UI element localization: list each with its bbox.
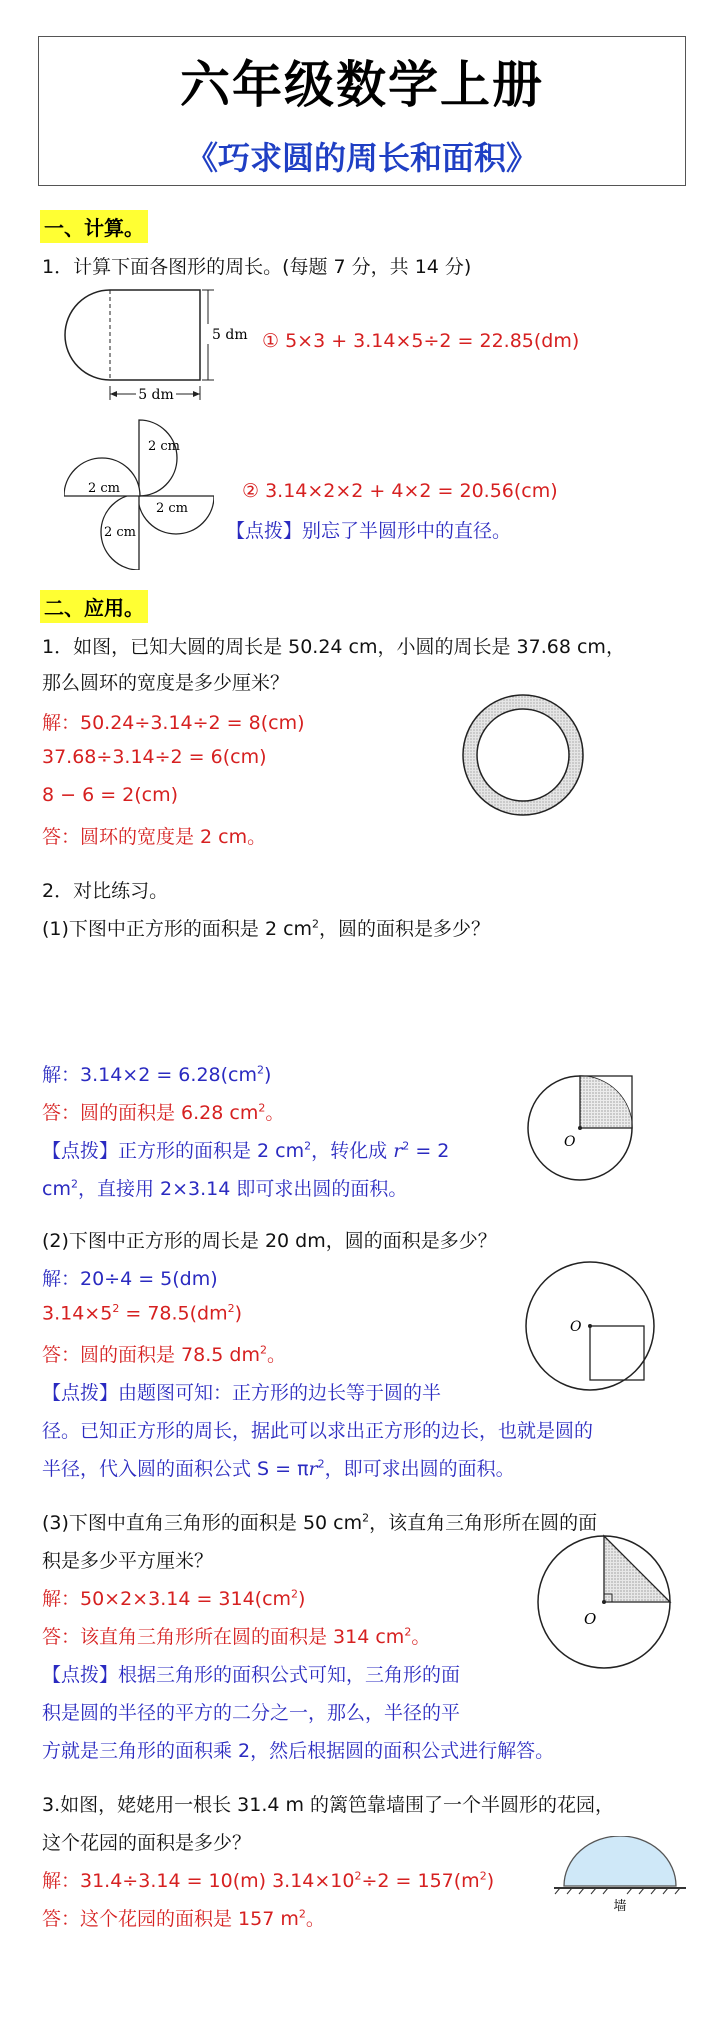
garden-semicircle xyxy=(564,1836,676,1886)
bottom-dim-label: 5 dm xyxy=(138,387,174,403)
center-o-3: O xyxy=(584,1610,597,1628)
s2-p2-tip-line3: 半径，代入圆的面积公式 $S = \pi r^2$，即可求出圆的面积。 xyxy=(42,1457,515,1480)
s2-q1-sol-1: 解：50.24÷3.14÷2 = 8(cm) xyxy=(42,712,305,734)
s2-p3-tip-line2: 积是圆的半径的平方的二分之一，那么，半径的平 xyxy=(42,1702,461,1724)
figure-semicircle-garden xyxy=(550,1836,690,1920)
page-subtitle: 《巧求圆的周长和面积》 xyxy=(185,139,538,177)
page-title: 六年级数学上册 xyxy=(180,55,544,114)
s2-q3-solution: 解：31.4÷3.14 = 10(m) $3.14\times 10^2\div 2 = 157(m^2)$ xyxy=(42,1869,495,1892)
center-o-1: O xyxy=(564,1134,576,1150)
tip-tag: 【点拨】 xyxy=(226,520,303,542)
s2-p2-sol-2: $3.14\times 5^2 = 78.5(dm^2)$ xyxy=(42,1302,243,1325)
s2-p3-solution: 解：$50\times 2\times 3.14 = 314(cm^2)$ xyxy=(42,1587,306,1610)
s2-p1-answer: 答：圆的面积是 6.28 $cm^2$。 xyxy=(42,1101,285,1124)
s1-tip xyxy=(226,516,511,543)
s2-q3-line1: 3.如图，姥姥用一根长 31.4 m 的篱笆靠墙围了一个半圆形的花园， xyxy=(42,1794,615,1816)
s1-question-1: 1．计算下面各图形的周长。(每题 7 分，共 14 分) xyxy=(42,256,472,278)
pinwheel-label-bottom: 2 cm xyxy=(104,525,137,540)
s1-answer-1: ① 5×3 + 3.14×5÷2 = 22.85(dm) xyxy=(262,330,580,352)
s2-p3-answer: 答：该直角三角形所在圆的面积是 314 $cm^2$。 xyxy=(42,1625,431,1648)
figure-semicircle-square xyxy=(40,284,250,404)
s2-p3-question-line2: 积是多少平方厘米？ xyxy=(42,1550,214,1572)
s2-q1-line2: 那么圆环的宽度是多少厘米？ xyxy=(42,672,290,694)
s1-answer-2: ② 3.14×2×2 + 4×2 = 20.56(cm) xyxy=(242,480,558,502)
s2-q3-answer: 答：这个花园的面积是 157 $m^2$。 xyxy=(42,1907,325,1930)
figure-circle-square-1 xyxy=(520,1068,640,1188)
figure-ring xyxy=(458,690,588,820)
s2-q1-line1: 1．如图，已知大圆的周长是 50.24 cm，小圆的周长是 37.68 cm， xyxy=(42,636,625,658)
s2-q1-answer: 答：圆环的宽度是 2 cm。 xyxy=(42,826,267,848)
figure-pinwheel xyxy=(64,410,214,570)
pinwheel-petal-top xyxy=(139,420,177,496)
figure-circle-square-2 xyxy=(520,1256,660,1396)
section1-heading: 一、计算。 xyxy=(40,210,148,243)
tip-text: 别忘了半圆形中的直径。 xyxy=(302,520,512,542)
s2-p3-tip-line1: 【点拨】根据三角形的面积公式可知，三角形的面 xyxy=(42,1664,461,1686)
s2-p3-tip-line3: 方就是三角形的面积乘 2，然后根据圆的面积公式进行解答。 xyxy=(42,1740,555,1762)
wall-label: 墙 xyxy=(613,1899,627,1914)
pinwheel-label-top: 2 cm xyxy=(148,439,181,454)
section2-heading: 二、应用。 xyxy=(40,590,148,623)
s2-p1-tip-line1: 【点拨】正方形的面积是 2 $cm^2$，转化成 $r^2 = 2$ xyxy=(42,1139,450,1162)
semicircle-square-outline xyxy=(65,290,200,380)
pinwheel-label-left: 2 cm xyxy=(88,481,121,496)
s2-p2-answer: 答：圆的面积是 78.5 $dm^2$。 xyxy=(42,1343,286,1366)
s2-p1-solution: 解：$3.14\times 2 = 6.28(cm^2)$ xyxy=(42,1063,272,1086)
side-dim-label: 5 dm xyxy=(212,327,248,343)
s2-q1-sol-3: 8 − 6 = 2(cm) xyxy=(42,784,179,806)
s2-p2-tip-line2: 径。已知正方形的周长，据此可以求出正方形的边长，也就是圆的 xyxy=(42,1420,594,1442)
s2-p3-question-line1: (3)下图中直角三角形的面积是 50 $cm^2$，该直角三角形所在圆的面 xyxy=(42,1511,598,1534)
center-o-2: O xyxy=(570,1319,582,1335)
pinwheel-label-right: 2 cm xyxy=(156,501,189,516)
s2-q3-line2: 这个花园的面积是多少？ xyxy=(42,1832,252,1854)
s2-q2-heading: 2．对比练习。 xyxy=(42,880,169,902)
s2-q1-sol-2: 37.68÷3.14÷2 = 6(cm) xyxy=(42,746,267,768)
s2-p1-question: (1)下图中正方形的面积是 2 $cm^2$，圆的面积是多少？ xyxy=(42,917,491,940)
s2-p1-tip-line2: $cm^2$，直接用 2×3.14 即可求出圆的面积。 xyxy=(42,1177,408,1200)
figure-circle-triangle xyxy=(536,1530,686,1680)
header-box xyxy=(38,36,686,186)
s2-p2-sol-1: 解：20÷4 = 5(dm) xyxy=(42,1268,218,1290)
s2-p2-tip-line1: 【点拨】由题图可知：正方形的边长等于圆的半 xyxy=(42,1382,442,1404)
s2-p2-question: (2)下图中正方形的周长是 20 dm，圆的面积是多少？ xyxy=(42,1230,497,1252)
ring-inner-circle xyxy=(477,709,569,801)
